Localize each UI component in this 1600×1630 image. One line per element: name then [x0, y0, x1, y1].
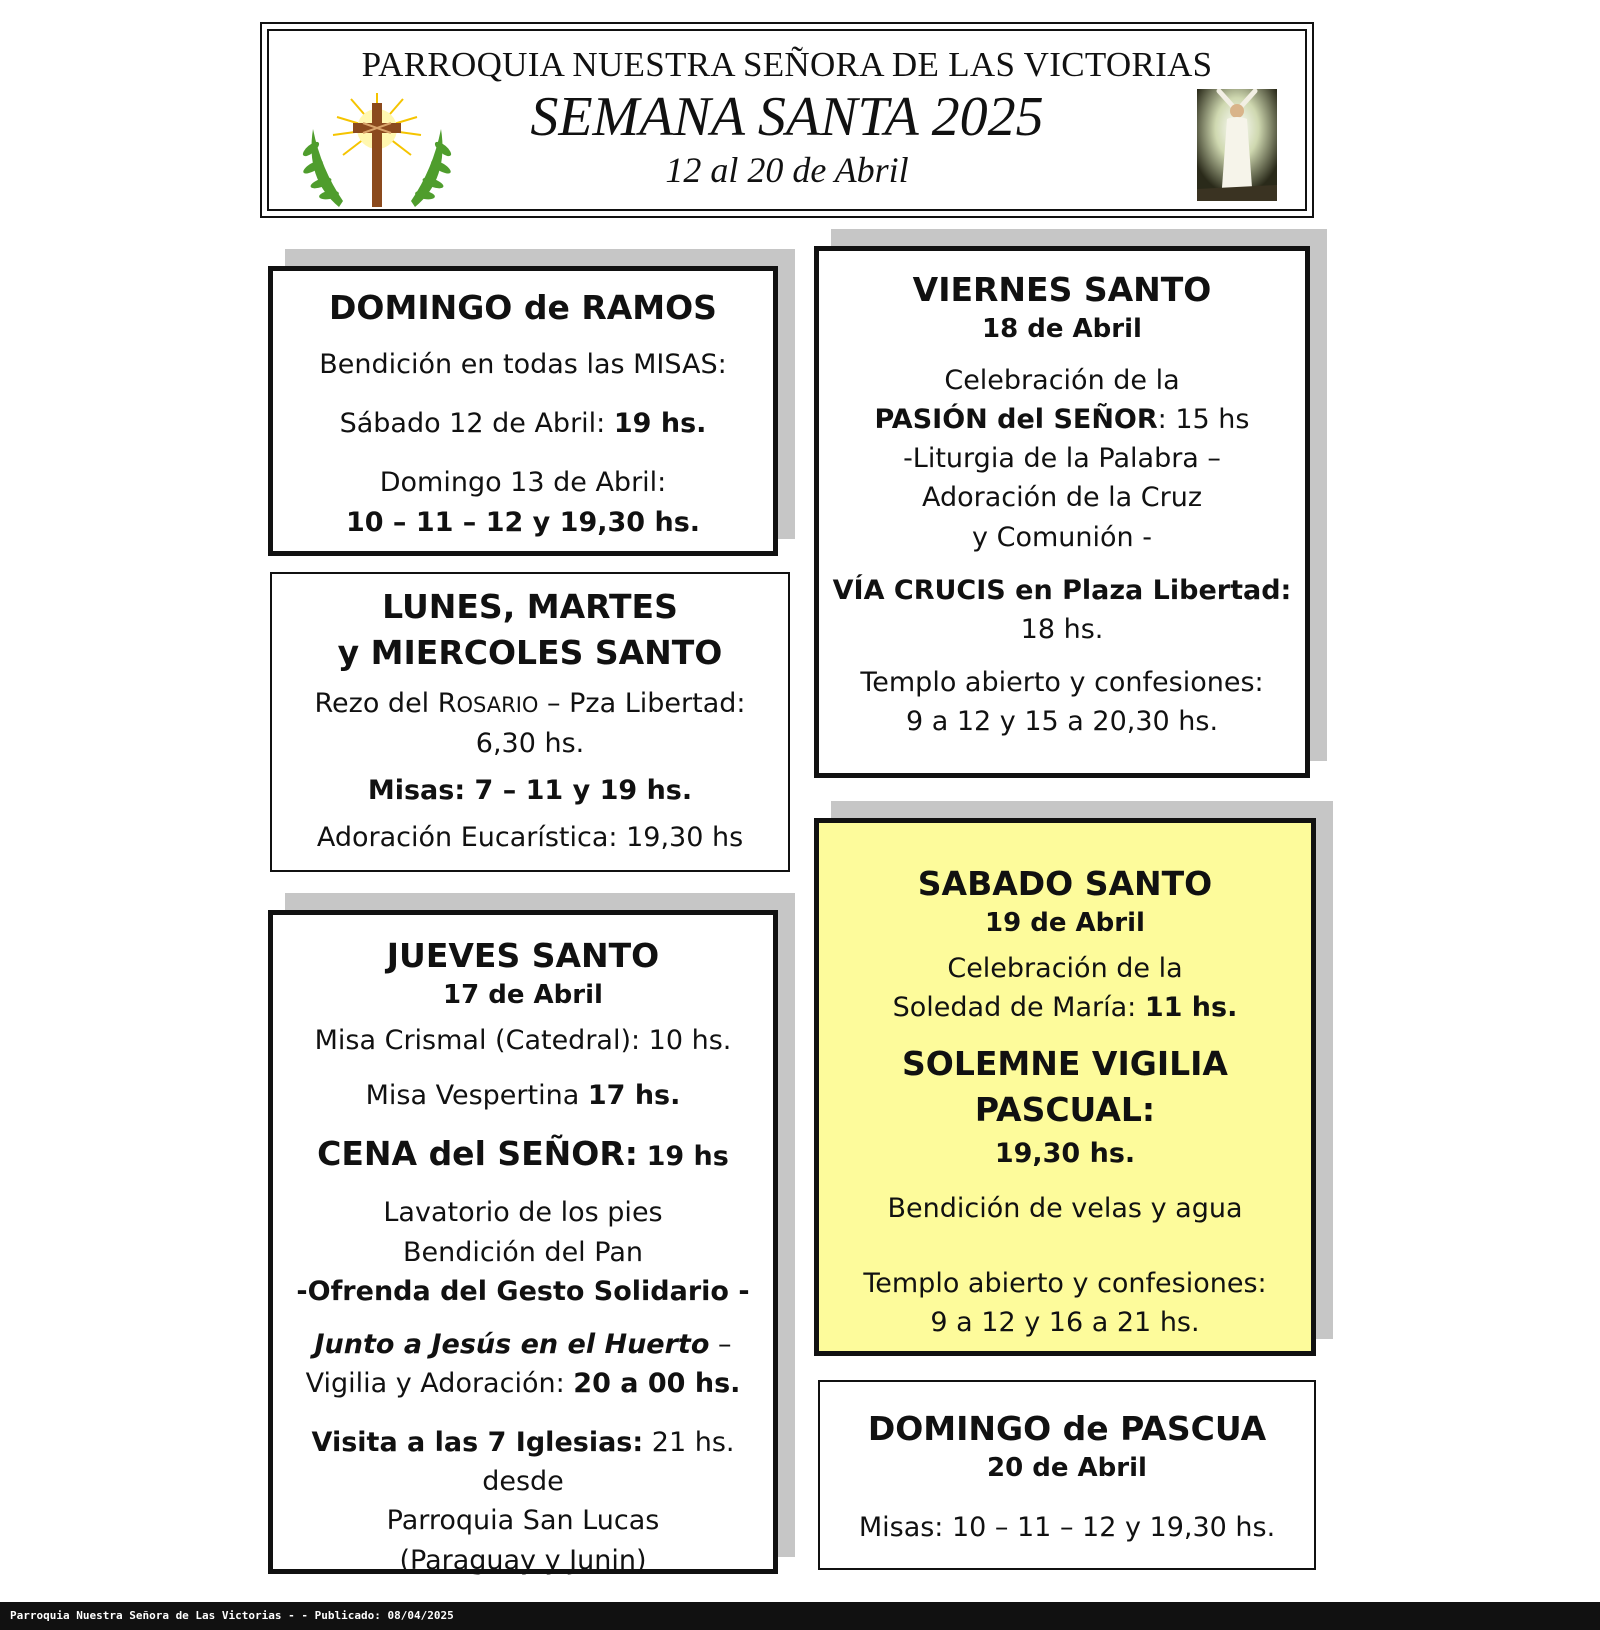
pasion-title: PASIÓN del SEÑOR	[874, 404, 1158, 436]
templo-line: Templo abierto y confesiones:	[860, 666, 1264, 698]
domingo-times: 10 – 11 – 12 y 19,30 hs.	[345, 506, 701, 538]
jueves-date: 17 de Abril	[443, 980, 603, 1011]
pasion-time: : 15 hs	[1157, 404, 1250, 436]
domingo-label: Domingo 13 de Abril:	[379, 467, 667, 499]
lunes-title-line2: y MIERCOLES SANTO	[337, 633, 723, 673]
jueves-title: JUEVES SANTO	[386, 936, 660, 975]
header-banner	[260, 22, 1314, 218]
cena-title: CENA del SEÑOR:	[317, 1134, 638, 1174]
bendicion-line: Bendición en todas las MISAS:	[319, 349, 727, 381]
cena-time: 19 hs	[646, 1141, 729, 1173]
rezo-rosario-line	[272, 684, 788, 723]
rezo-suffix: – Pza Libertad:	[538, 688, 746, 720]
templo-times: 9 a 12 y 15 a 20,30 hs.	[905, 706, 1219, 738]
sabado-time: 19 hs.	[613, 408, 707, 440]
ofrenda-line: -Ofrenda del Gesto Solidario -	[296, 1275, 750, 1307]
vigilia-time: 20 a 00 hs.	[573, 1368, 741, 1400]
vigilia-pascual-time: 19,30 hs.	[994, 1137, 1136, 1169]
cross-palm-logo-icon	[299, 89, 455, 209]
footer-text: Parroquia Nuestra Señora de Las Victorias - - Publicado: 08/04/2025	[10, 1609, 454, 1622]
lunes-title-line1: LUNES, MARTES	[382, 587, 678, 626]
sabado-celebracion: Celebración de la	[947, 952, 1183, 984]
sabado-templo-line: Templo abierto y confesiones:	[863, 1267, 1267, 1299]
visita-title: Visita a las 7 Iglesias:	[311, 1427, 644, 1459]
junto-line	[273, 1325, 773, 1364]
viernes-santo-box	[814, 246, 1310, 778]
footer-bar	[0, 1602, 1600, 1630]
viernes-title: VIERNES SANTO	[912, 270, 1212, 309]
rezo-time: 6,30 hs.	[475, 727, 585, 759]
pascua-title: DOMINGO de PASCUA	[867, 1409, 1267, 1448]
sabado-templo-times: 9 a 12 y 16 a 21 hs.	[930, 1307, 1200, 1339]
sabado-santo-box	[814, 818, 1316, 1356]
junto-text: Junto a Jesús en el Huerto	[314, 1328, 710, 1360]
sabado-date: 19 de Abril	[985, 908, 1145, 939]
parish-name: PARROQUIA NUESTRA SEÑORA DE LAS VICTORIAS	[361, 45, 1213, 84]
adoracion-line: Adoración Eucarística: 19,30 hs	[316, 821, 744, 853]
via-crucis-time: 18 hs.	[1020, 613, 1104, 645]
date-range: 12 al 20 de Abril	[665, 150, 909, 190]
soledad-time: 11 hs.	[1144, 992, 1238, 1024]
rezo-prefix: Rezo del R	[314, 688, 457, 720]
vespertina-label: Misa Vespertina	[365, 1080, 580, 1112]
junto-dash: –	[717, 1328, 732, 1360]
viernes-date: 18 de Abril	[982, 314, 1142, 345]
bendicion-pan-line: Bendición del Pan	[402, 1236, 643, 1268]
crismal-line: Misa Crismal (Catedral): 10 hs.	[314, 1024, 732, 1056]
visita-text: 21 hs. desde	[482, 1427, 735, 1498]
lunes-martes-miercoles-box	[270, 572, 790, 872]
domingo-ramos-box	[268, 266, 778, 556]
vigilia-line	[273, 1364, 773, 1403]
vespertina-line	[273, 1076, 773, 1115]
header-inner-frame	[267, 29, 1307, 211]
soledad-label: Soledad de María:	[892, 992, 1137, 1024]
vespertina-time: 17 hs.	[587, 1080, 681, 1112]
domingo-pascua-box	[818, 1380, 1316, 1570]
parroquia-san-lucas: Parroquia San Lucas	[386, 1505, 660, 1537]
risen-jesus-image	[1197, 89, 1277, 201]
liturgia-line: -Liturgia de la Palabra –	[903, 443, 1221, 475]
via-crucis-line: VÍA CRUCIS en Plaza Libertad:	[832, 574, 1292, 606]
pascua-misas: Misas: 10 – 11 – 12 y 19,30 hs.	[858, 1511, 1276, 1543]
soledad-line	[819, 988, 1311, 1027]
pascua-date: 20 de Abril	[987, 1453, 1147, 1484]
bendicion-velas-line: Bendición de velas y agua	[887, 1192, 1243, 1224]
jueves-santo-box	[268, 910, 778, 1574]
celebracion-line: Celebración de la	[944, 364, 1180, 396]
vigilia-pascual-title: SOLEMNE VIGILIA PASCUAL:	[902, 1044, 1228, 1130]
domingo-ramos-title: DOMINGO de RAMOS	[329, 288, 717, 327]
adoracion-cruz-line: Adoración de la Cruz	[921, 482, 1203, 514]
visita-line	[273, 1423, 773, 1501]
page-title: SEMANA SANTA 2025	[530, 86, 1044, 148]
sabado-label: Sábado 12 de Abril:	[339, 408, 606, 440]
rezo-caps: OSARIO	[456, 693, 539, 718]
pasion-line	[819, 400, 1305, 439]
lavatorio-line: Lavatorio de los pies	[383, 1197, 663, 1229]
cena-line	[273, 1131, 773, 1177]
vigilia-label: Vigilia y Adoración:	[305, 1368, 565, 1400]
comunion-line: y Comunión -	[972, 521, 1152, 553]
sabado-title: SABADO SANTO	[917, 864, 1213, 903]
direccion-line: (Paraguay y Junin)	[399, 1544, 647, 1576]
sabado-schedule	[273, 404, 773, 443]
misas-line: Misas: 7 – 11 y 19 hs.	[367, 774, 693, 806]
